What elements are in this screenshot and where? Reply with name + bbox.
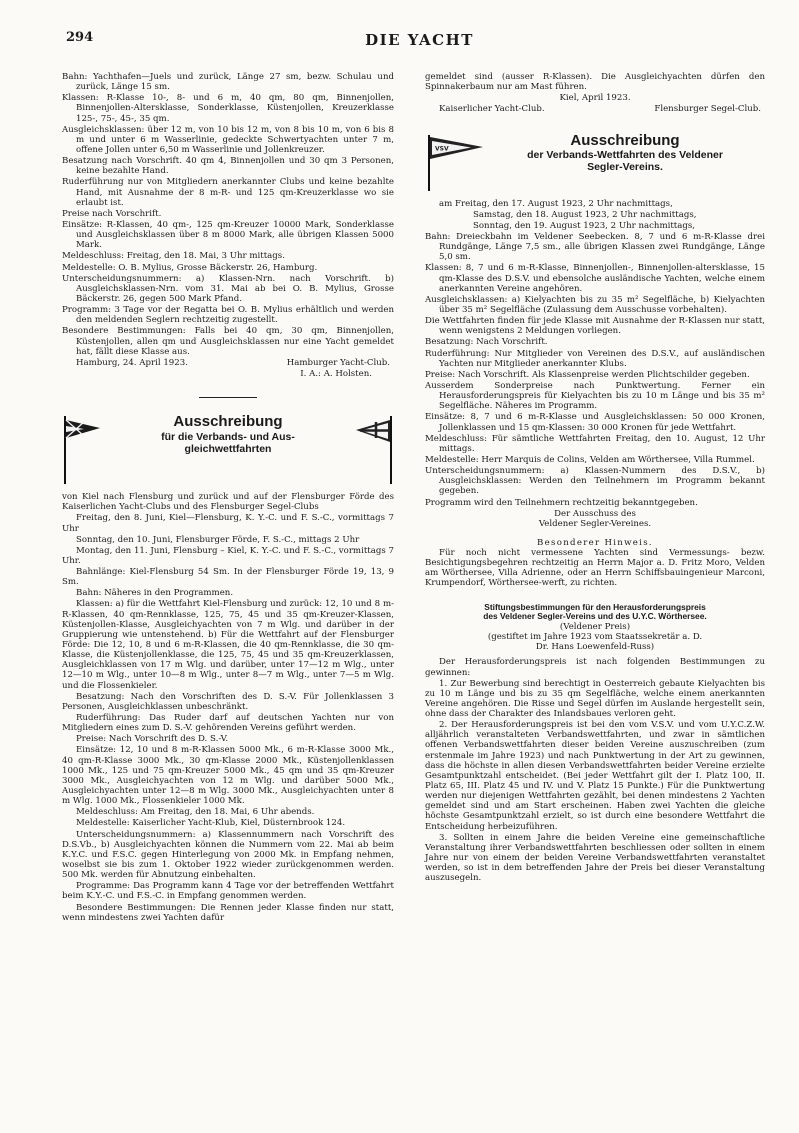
velden-wettfahrten: Die Wettfahrten finden für jede Klasse mit Ausnahme der R-Klassen nur statt, wenn wenigstens 2 Meldungen vorliegen. xyxy=(425,316,765,337)
velden-nummern: Unterscheidungsnummern: a) Klassen-Nummern des D.S.V., b) Ausgleichsklassen: Werden den Teilnehmern im Programm bekannt gegeben. xyxy=(425,466,765,497)
vsv-burgee-icon xyxy=(425,133,485,193)
stiftung-para-3: 3. Sollten in einem Jahre die beiden Vereine eine gemeinschaftliche Veranstaltung ihrer Verbandswettfahrten beschliessen oder sollten in einem Jahre nur von einem der beiden Vereine Verbandswettfahrten veranstaltet werden, so ist in dem betreffenden Jahre der Preis bei dieser Veranstaltung auszusegeln. xyxy=(425,832,765,884)
hamburg-nummern: Unterscheidungsnummern: a) Klassen-Nrn. nach Vorschrift. b) Ausgleichsklassen-Nrn. vom 31. Mai ab bei O. B. Mylius, Grosse Bäckerstr. 26, gegen 500 Mark Pfand. xyxy=(62,273,394,304)
kyc-burgee-icon xyxy=(62,414,102,486)
hamburg-meldeschluss: Meldeschluss: Freitag, den 18. Mai, 3 Uhr mittags. xyxy=(62,251,285,262)
flensburg-preise: Preise: Nach Vorschrift des D. S.-V. xyxy=(76,734,229,745)
right-column xyxy=(425,72,765,884)
flensburg-programme: Programme: Das Programm kann 4 Tage vor der betreffenden Wettfahrt beim K.Y.-C. und F.S.-C. in Empfang genommen werden. xyxy=(62,881,394,902)
velden-besatzung: Besatzung: Nach Vorschrift. xyxy=(425,337,548,348)
hamburg-meldestelle: Meldestelle: O. B. Mylius, Grosse Bäckerstr. 26, Hamburg. xyxy=(62,262,318,273)
stiftung-subtitle-1: (Veldener Preis) xyxy=(559,621,631,632)
hamburg-bahn: Bahn: Yachthafen—Juels und zurück, Länge 27 sm, bezw. Schulau und zurück, Länge 15 sm. xyxy=(62,72,394,93)
flensburg-bestimmungen: Besondere Bestimmungen: Die Rennen jeder Klasse finden nur statt, wenn mindestens zwei Yachten dafür xyxy=(62,902,394,923)
velden-subtitle-1: der Verbands-Wettfahrten des Veldener xyxy=(527,149,723,162)
velden-heading xyxy=(425,133,765,193)
velden-date-2: Samstag, den 18. August 1923, 2 Uhr nachmittags, xyxy=(473,209,697,220)
flensburg-klassen: Klassen: a) für die Wettfahrt Kiel-Flensburg und zurück: 12, 10 und 8 m-R-Klassen, 40 qm-Rennklasse, 125, 75, 45 und 35 qm-Kreuzer-Klassen, Küstenjollen-Klasse, Ausgleichyachten von 7 m Wlg. und darüber in der Gruppierung wie untenstehend. b) Für die Wettfahrt auf der Flensburger Förde: Die 12, 10, 8 und 6 m-R-Klassen, die 40 qm-Rennklasse, die 30 qm-Klasse, die Küstenjollenklasse, die 125, 75, 45 und 35 qm-Kreuzerklassen, Ausgleichklassen von 17 m Wlg. und darüber, unter 17—12 m Wlg., unter 12—10 m Wlg., unter 10—8 m Wlg., unter 8—7 m Wlg., unter 7—5 m Wlg. und die Flossenkieler. xyxy=(62,599,394,691)
hamburg-klassen: Klassen: R-Klasse 10-, 8- und 6 m, 40 qm, 80 qm, Binnenjollen, Binnenjollen-Altersklasse, Sonderklasse, Küstenjollen, Kreuzerklasse 125-, 75-, 45-, 35 qm. xyxy=(62,93,394,124)
flensburg-date-3: Montag, den 11. Juni, Flensburg – Kiel, K. Y.-C. und F. S.-C., vormittags 7 Uhr. xyxy=(62,545,394,566)
velden-meldeschluss: Meldeschluss: Für sämtliche Wettfahrten Freitag, den 10. August, 12 Uhr mittags. xyxy=(425,433,765,454)
hinweis-title: Besonderer Hinweis. xyxy=(537,537,653,548)
fsc-burgee-icon xyxy=(354,414,394,486)
stiftung-intro: Der Herausforderungspreis ist nach folgenden Bestimmungen zu gewinnen: xyxy=(425,657,765,678)
flensburg-date-2: Sonntag, den 10. Juni, Flensburger Förde, F. S.-C., mittags 2 Uhr xyxy=(76,534,360,545)
velden-sig-1: Der Ausschuss des xyxy=(554,508,636,519)
flensburg-continued: gemeldet sind (ausser R-Klassen). Die Ausgleichyachten dürfen den Spinnakerbaum nur am Mast führen. xyxy=(425,72,765,93)
velden-klassen: Klassen: 8, 7 und 6 m-R-Klasse, Binnenjollen-, Binnenjollen-altersklasse, 15 qm-Klasse des D.S.V. und ebensolche ausländische Yachten, welche einem anerkannten Vereine angehören. xyxy=(425,263,765,294)
kiel-date: Kiel, April 1923. xyxy=(559,93,631,104)
stiftung-title-2: des Veldener Segler-Vereins und des U.Y.C. Wörthersee. xyxy=(483,611,707,622)
flensburg-title: Ausschreibung xyxy=(173,413,283,431)
stiftung-subtitle-3: Dr. Hans Loewenfeld-Russ) xyxy=(535,642,655,653)
hamburg-ruder: Ruderführung nur von Mitgliedern anerkannter Clubs und keine bezahlte Hand, mit Ausnahme der 8 m-R- und 125 qm-Kreuzerklasse wo sie erlaubt ist. xyxy=(62,177,394,208)
flensburg-heading xyxy=(62,414,394,486)
velden-ausgleich: Ausgleichsklassen: a) Kielyachten bis zu 35 m² Segelfläche, b) Kielyachten über 35 m² Segelfläche (Zulassung dem Ausschusse vorbehalten). xyxy=(425,294,765,315)
page-number: 294 xyxy=(66,30,94,45)
svg-text:VSV: VSV xyxy=(435,145,449,153)
flensburg-date-1: Freitag, den 8. Juni, Kiel—Flensburg, K. Y.-C. und F. S.-C., vormittags 7 Uhr xyxy=(62,513,394,534)
hamburg-besatzung: Besatzung nach Vorschrift. 40 qm 4, Binnenjollen und 30 qm 3 Personen, keine bezahlte Hand. xyxy=(62,156,394,177)
hamburg-date: Hamburg, 24. April 1923. xyxy=(76,357,188,368)
flensburg-subtitle-1: für die Verbands- und Aus- xyxy=(161,430,295,443)
flensburg-besatzung: Besatzung: Nach den Vorschriften des D. S.-V. Für Jollenklassen 3 Personen, Ausgleichklassen unbeschränkt. xyxy=(62,691,394,712)
velden-sonderpreise: Ausserdem Sonderpreise nach Punktwertung. Ferner ein Herausforderungspreis für Kielyachten bis zu 10 m Länge und bis 35 m² Segelfläche. Näheres im Programm. xyxy=(425,380,765,412)
velden-date-1: am Freitag, den 17. August 1923, 2 Uhr nachmittags, xyxy=(439,198,673,209)
hamburg-programm: Programm: 3 Tage vor der Regatta bei O. B. Mylius erhältlich und werden den meldenden Seglern rechtzeitig zugestellt. xyxy=(62,305,394,326)
flensburg-subtitle-2: gleichwettfahrten xyxy=(184,442,272,455)
flensburg-meldestelle: Meldestelle: Kaiserlicher Yacht-Klub, Kiel, Düsternbrook 124. xyxy=(76,818,346,829)
left-column xyxy=(62,72,394,924)
flensburg-nummern: Unterscheidungsnummern: a) Klassennummern nach Vorschrift des D.S.Vb., b) Ausgleichyachten können die Nummern vom 22. Mai ab beim K.Y.C. und F.S.C. gegen Hinterlegung von 2000 Mk. in Empfang nehmen, woselbst sie bis zum 1. Oktober 1922 wieder zurückgenommen werden. 500 Mk. werden für Abnutzung einbehalten. xyxy=(62,829,394,881)
velden-ruder: Ruderführung: Nur Mitglieder von Vereinen des D.S.V., auf ausländischen Yachten nur Mitglieder anerkannter Klubs. xyxy=(425,348,765,369)
hamburg-einsaetze: Einsätze: R-Klassen, 40 qm-, 125 qm-Kreuzer 10000 Mark, Sonderklasse und Ausgleichsklassen über 8 m 8000 Mark, alle übrigen Klassen 5000 Mark. xyxy=(62,219,394,251)
flensburg-bahn: Bahn: Näheres in den Programmen. xyxy=(76,588,234,599)
hamburg-ausgleich: Ausgleichsklassen: über 12 m, von 10 bis 12 m, von 8 bis 10 m, von 6 bis 8 m und unter 6 m Wasserlinie, gedeckte Schwertyachten unter 7 m, offene Jollen unter 6,50 m Wasserlinie und Jollenkreuzer. xyxy=(62,124,394,155)
hinweis-text: Für noch nicht vermessene Yachten sind Vermessungs- bezw. Besichtigungsbegehren rechtzeitig an Herrn Major a. D. Fritz Moro, Velden am Wörthersee, Villa Adrienne, oder an Herrn Schiffsbauingenieur Marconi, Krumpendorf, Wörthersee-werft, zu richten. xyxy=(425,548,765,589)
hamburg-bestimmungen: Besondere Bestimmungen: Falls bei 40 qm, 30 qm, Binnenjollen, Küstenjollen, allen qm und Ausgleichsklassen nur eine Yacht gemeldet hat, fällt diese Klasse aus. xyxy=(62,326,394,357)
stiftung-subtitle-2: (gestiftet im Jahre 1923 vom Staatssekretär a. D. xyxy=(487,632,703,643)
velden-preise: Preise: Nach Vorschrift. Als Klassenpreise werden Plichtschilder gegeben. xyxy=(425,369,750,380)
hamburg-signer: I. A.: A. Holsten. xyxy=(300,368,372,379)
running-title: DIE YACHT xyxy=(365,31,474,49)
velden-title: Ausschreibung xyxy=(570,131,680,149)
flensburg-bahnlaenge: Bahnlänge: Kiel-Flensburg 54 Sm. In der Flensburger Förde 19, 13, 9 Sm. xyxy=(62,567,394,588)
kiel-signature xyxy=(425,104,765,114)
hamburg-club: Hamburger Yacht-Club. xyxy=(286,357,390,368)
kiel-club-2: Flensburger Segel-Club. xyxy=(654,104,761,115)
velden-meldestelle: Meldestelle: Herr Marquis de Colins, Velden am Wörthersee, Villa Rummel. xyxy=(425,454,755,465)
flensburg-einsaetze: Einsätze: 12, 10 und 8 m-R-Klassen 5000 Mk., 6 m-R-Klasse 3000 Mk., 40 qm-R-Klasse 3000 Mk., 30 qm-Klasse 2000 Mk., Küstenjollenklassen 1000 Mk., 125 und 75 qm-Kreuzer 5000 Mk., 45 qm und 35 qm-Kreuzer 3000 Mk., Ausgleichyachten von 12 m Wlg. und darüber 5000 Mk., Ausgleichyachten unter 12—8 m Wlg. 3000 Mk., Ausgleichyachten unter 8 m Wlg. 1000 Mk., Flossenkieler 1000 Mk. xyxy=(62,745,394,807)
velden-programm: Programm wird den Teilnehmern rechtzeitig bekanntgegeben. xyxy=(425,497,698,508)
flensburg-meldeschluss: Meldeschluss: Am Freitag, den 18. Mai, 6 Uhr abends. xyxy=(76,807,315,818)
section-divider xyxy=(199,397,257,398)
stiftung-para-2: 2. Der Herausforderungspreis ist bei den vom V.S.V. und vom U.Y.C.Z.W. alljährlich veranstalteten Verbandswettfahrten, und zwar in sämtlichen offenen Verbandswettfahrten dieser beiden Vereine auszuschreiben (zum erstenmale im Jahre 1923) und nach Punktwertung in der Art zu gewinnen, dass die höchste in allen diesen Verbandswettfahrten beider Vereine erzielte Gesamtpunktzahl entscheidet. (Bei jeder Wettfahrt gilt der I. Platz 100, II. Platz 65, III. Platz 45 und IV. und V. Platz 15 Punkte.) Für die Punktwertung werden nur diejenigen Wettfahrten gezählt, bei denen mindestens 2 Yachten gemeldet sind und am Start erscheinen. Haben zwei Yachten die gleiche höchste Gesamtpunktzahl erzielt, so ist durch eine besondere Wettfahrt die Entscheidung herbeizuführen. xyxy=(425,720,765,832)
flensburg-intro: von Kiel nach Flensburg und zurück und auf der Flensburger Förde des Kaiserlichen Yacht-Clubs und des Flensburger Segel-Clubs xyxy=(62,492,394,513)
hamburg-signature xyxy=(62,358,394,368)
velden-date-3: Sonntag, den 19. August 1923, 2 Uhr nachmittags, xyxy=(473,220,696,231)
kiel-club-1: Kaiserlicher Yacht-Club. xyxy=(439,104,545,115)
stiftung-title-1: Stiftungsbestimmungen für den Herausforderungspreis xyxy=(484,601,706,612)
hamburg-preise: Preise nach Vorschrift. xyxy=(62,208,162,219)
velden-einsaetze: Einsätze: 8, 7 und 6 m-R-Klasse und Ausgleichsklassen: 50 000 Kronen, Jollenklassen und 15 qm-Klassen: 30 000 Kronen für jede Wettfahrt. xyxy=(425,412,765,433)
velden-subtitle-2: Segler-Vereins. xyxy=(587,161,663,174)
velden-bahn: Bahn: Dreieckbahn im Veldener Seebecken. 8, 7 und 6 m-R-Klasse drei Rundgänge, Länge 7,5 sm., alle übrigen Klassen zwei Rundgänge, Länge 5,0 sm. xyxy=(425,231,765,263)
velden-sig-2: Veldener Segler-Vereines. xyxy=(538,518,652,529)
stiftung-para-1: 1. Zur Bewerbung sind berechtigt in Oesterreich gebaute Kielyachten bis zu 10 m Länge und bis zu 35 qm Segelfläche, welche einem anerkannten Vereine angehören. Die Risse und Segel dürfen im Auslande hergestellt sein, ohne dass der Charakter des Inlandsbaues verloren geht. xyxy=(425,678,765,720)
flensburg-ruder: Ruderführung: Das Ruder darf auf deutschen Yachten nur von Mitgliedern eines zum D. S.-V. gehörenden Vereins geführt werden. xyxy=(62,713,394,734)
